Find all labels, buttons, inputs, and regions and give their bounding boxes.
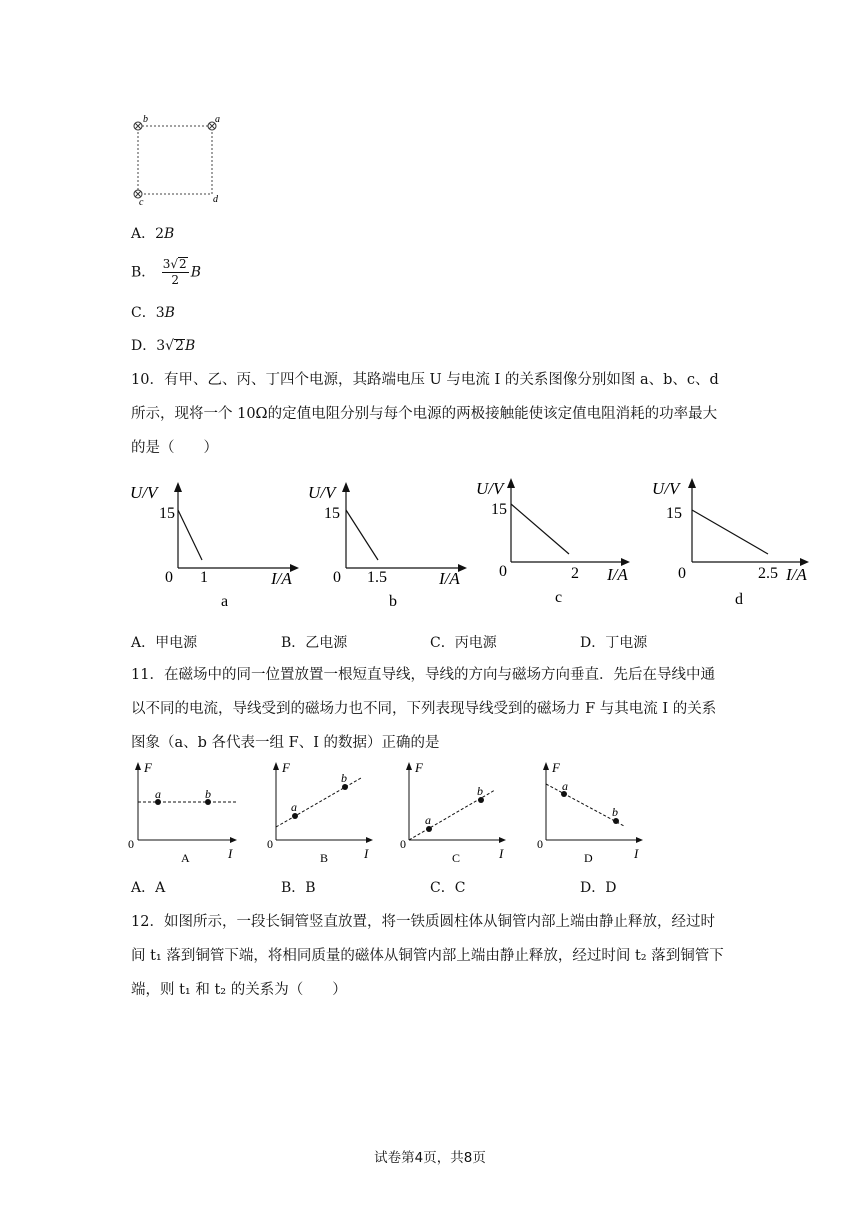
fraction: $\frac{3√2}{2}$ <box>162 257 187 287</box>
q11-graph-d <box>534 760 658 866</box>
q12-text-line3: 端，则 t₁ 和 t₂ 的关系为（ ） <box>131 982 347 998</box>
x-axis-label: I/A <box>607 565 628 584</box>
y-axis-label: F <box>282 760 290 775</box>
wire-b-icon <box>134 122 142 130</box>
corner-label-b: b <box>143 114 148 125</box>
graph-caption: a <box>221 593 229 610</box>
x-axis-label: I <box>228 846 233 861</box>
point-label: b <box>612 805 618 819</box>
origin-label: 0 <box>267 837 273 851</box>
q9-option-d[interactable]: D．3√2B <box>131 338 196 354</box>
origin-label: 0 <box>165 569 173 586</box>
corner-label-d: d <box>213 194 218 205</box>
origin-label: 0 <box>537 837 543 851</box>
corner-label-a: a <box>215 114 220 125</box>
graph-caption: b <box>389 593 397 610</box>
q10-graph-c <box>461 472 641 610</box>
origin-label: 0 <box>678 565 686 582</box>
point-label: a <box>291 800 297 814</box>
graph-caption: C <box>452 851 461 865</box>
origin-label: 0 <box>333 569 341 586</box>
q10-graph-a <box>125 476 305 614</box>
point-label: b <box>341 771 347 785</box>
x-axis-label: I/A <box>271 569 292 588</box>
graph-caption: B <box>320 851 329 865</box>
q10-text-line3: 的是（ ） <box>131 440 218 456</box>
y-axis-label: U/V <box>476 479 504 498</box>
graph-caption: D <box>584 851 593 865</box>
point-label: a <box>155 787 161 801</box>
page-footer: 试卷第4页，共8页 <box>374 1150 486 1166</box>
x-axis-label: I/A <box>439 569 460 588</box>
q11-option-a[interactable]: A．A <box>131 880 166 896</box>
graph-caption: d <box>735 591 743 608</box>
x-axis-label: I <box>499 846 504 861</box>
graph-caption: c <box>555 589 563 606</box>
q11-graph-b <box>264 760 388 866</box>
q9-option-c[interactable]: C．3B <box>131 305 175 321</box>
q10-graph-b <box>293 476 473 614</box>
graph-line <box>511 504 569 554</box>
q10-option-c[interactable]: C．丙电源 <box>430 635 497 651</box>
q11-graph-a <box>124 760 248 866</box>
q10-option-a[interactable]: A．甲电源 <box>131 635 198 651</box>
q10-text-line1: 10．有甲、乙、丙、丁四个电源，其路端电压 U 与电流 I 的关系图像分别如图 a、b、c、d <box>131 372 719 388</box>
q11-option-d[interactable]: D．D <box>580 880 617 896</box>
x-tick: 2 <box>571 565 579 582</box>
y-tick: 15 <box>324 505 340 522</box>
y-tick: 15 <box>666 505 682 522</box>
q10-graph-d <box>640 472 820 610</box>
q11-graph-c <box>397 760 521 866</box>
q11-option-c[interactable]: C．C <box>430 880 466 896</box>
y-axis-label: F <box>415 760 423 775</box>
graph-line <box>178 510 202 560</box>
y-tick: 15 <box>159 505 175 522</box>
x-axis-label: I <box>634 846 639 861</box>
point-label: b <box>477 784 483 798</box>
q9-option-b[interactable]: B． $\frac{3√2}{2}$ B <box>131 257 201 287</box>
y-axis-label: U/V <box>308 483 336 502</box>
x-tick: 1.5 <box>367 569 387 586</box>
graph-caption: A <box>181 851 190 865</box>
graph-line <box>692 510 768 554</box>
x-axis-label: I/A <box>786 565 807 584</box>
y-axis-label: F <box>552 760 560 775</box>
q12-text-line1: 12．如图所示，一段长铜管竖直放置，将一铁质圆柱体从铜管内部上端由静止释放，经过时 <box>131 914 715 930</box>
y-tick: 15 <box>491 501 507 518</box>
q11-text-line2: 以不同的电流，导线受到的磁场力也不同，下列表现导线受到的磁场力 F 与其电流 I 的关系 <box>131 701 717 717</box>
graph-line <box>276 778 361 827</box>
y-axis-label: U/V <box>652 479 680 498</box>
q9-square-figure <box>128 112 226 206</box>
y-axis-label: U/V <box>130 483 158 502</box>
corner-label-c: c <box>139 197 144 206</box>
q10-option-b[interactable]: B．乙电源 <box>281 635 348 651</box>
q11-text-line1: 11．在磁场中的同一位置放置一根短直导线，导线的方向与磁场方向垂直．先后在导线中通 <box>131 667 715 683</box>
q11-text-line3: 图象（a、b 各代表一组 F、I 的数据）正确的是 <box>131 735 440 751</box>
q11-option-b[interactable]: B．B <box>281 880 316 896</box>
q10-option-d[interactable]: D．丁电源 <box>580 635 648 651</box>
point-label: b <box>205 787 211 801</box>
x-axis-label: I <box>364 846 369 861</box>
q12-text-line2: 间 t₁ 落到铜管下端，将相同质量的磁体从铜管内部上端由静止释放，经过时间 t₂ 落到铜管下 <box>131 948 724 964</box>
y-axis-label: F <box>144 760 152 775</box>
x-tick: 2.5 <box>758 565 778 582</box>
q10-text-line2: 所示，现将一个 10Ω的定值电阻分别与每个电源的两极接触能使该定值电阻消耗的功率最大 <box>131 406 718 422</box>
point-label: a <box>425 813 431 827</box>
origin-label: 0 <box>499 563 507 580</box>
x-tick: 1 <box>200 569 208 586</box>
origin-label: 0 <box>400 837 406 851</box>
point-label: a <box>562 779 568 793</box>
origin-label: 0 <box>128 837 134 851</box>
q9-option-a[interactable]: A．2B <box>131 226 175 242</box>
graph-line <box>346 510 378 560</box>
